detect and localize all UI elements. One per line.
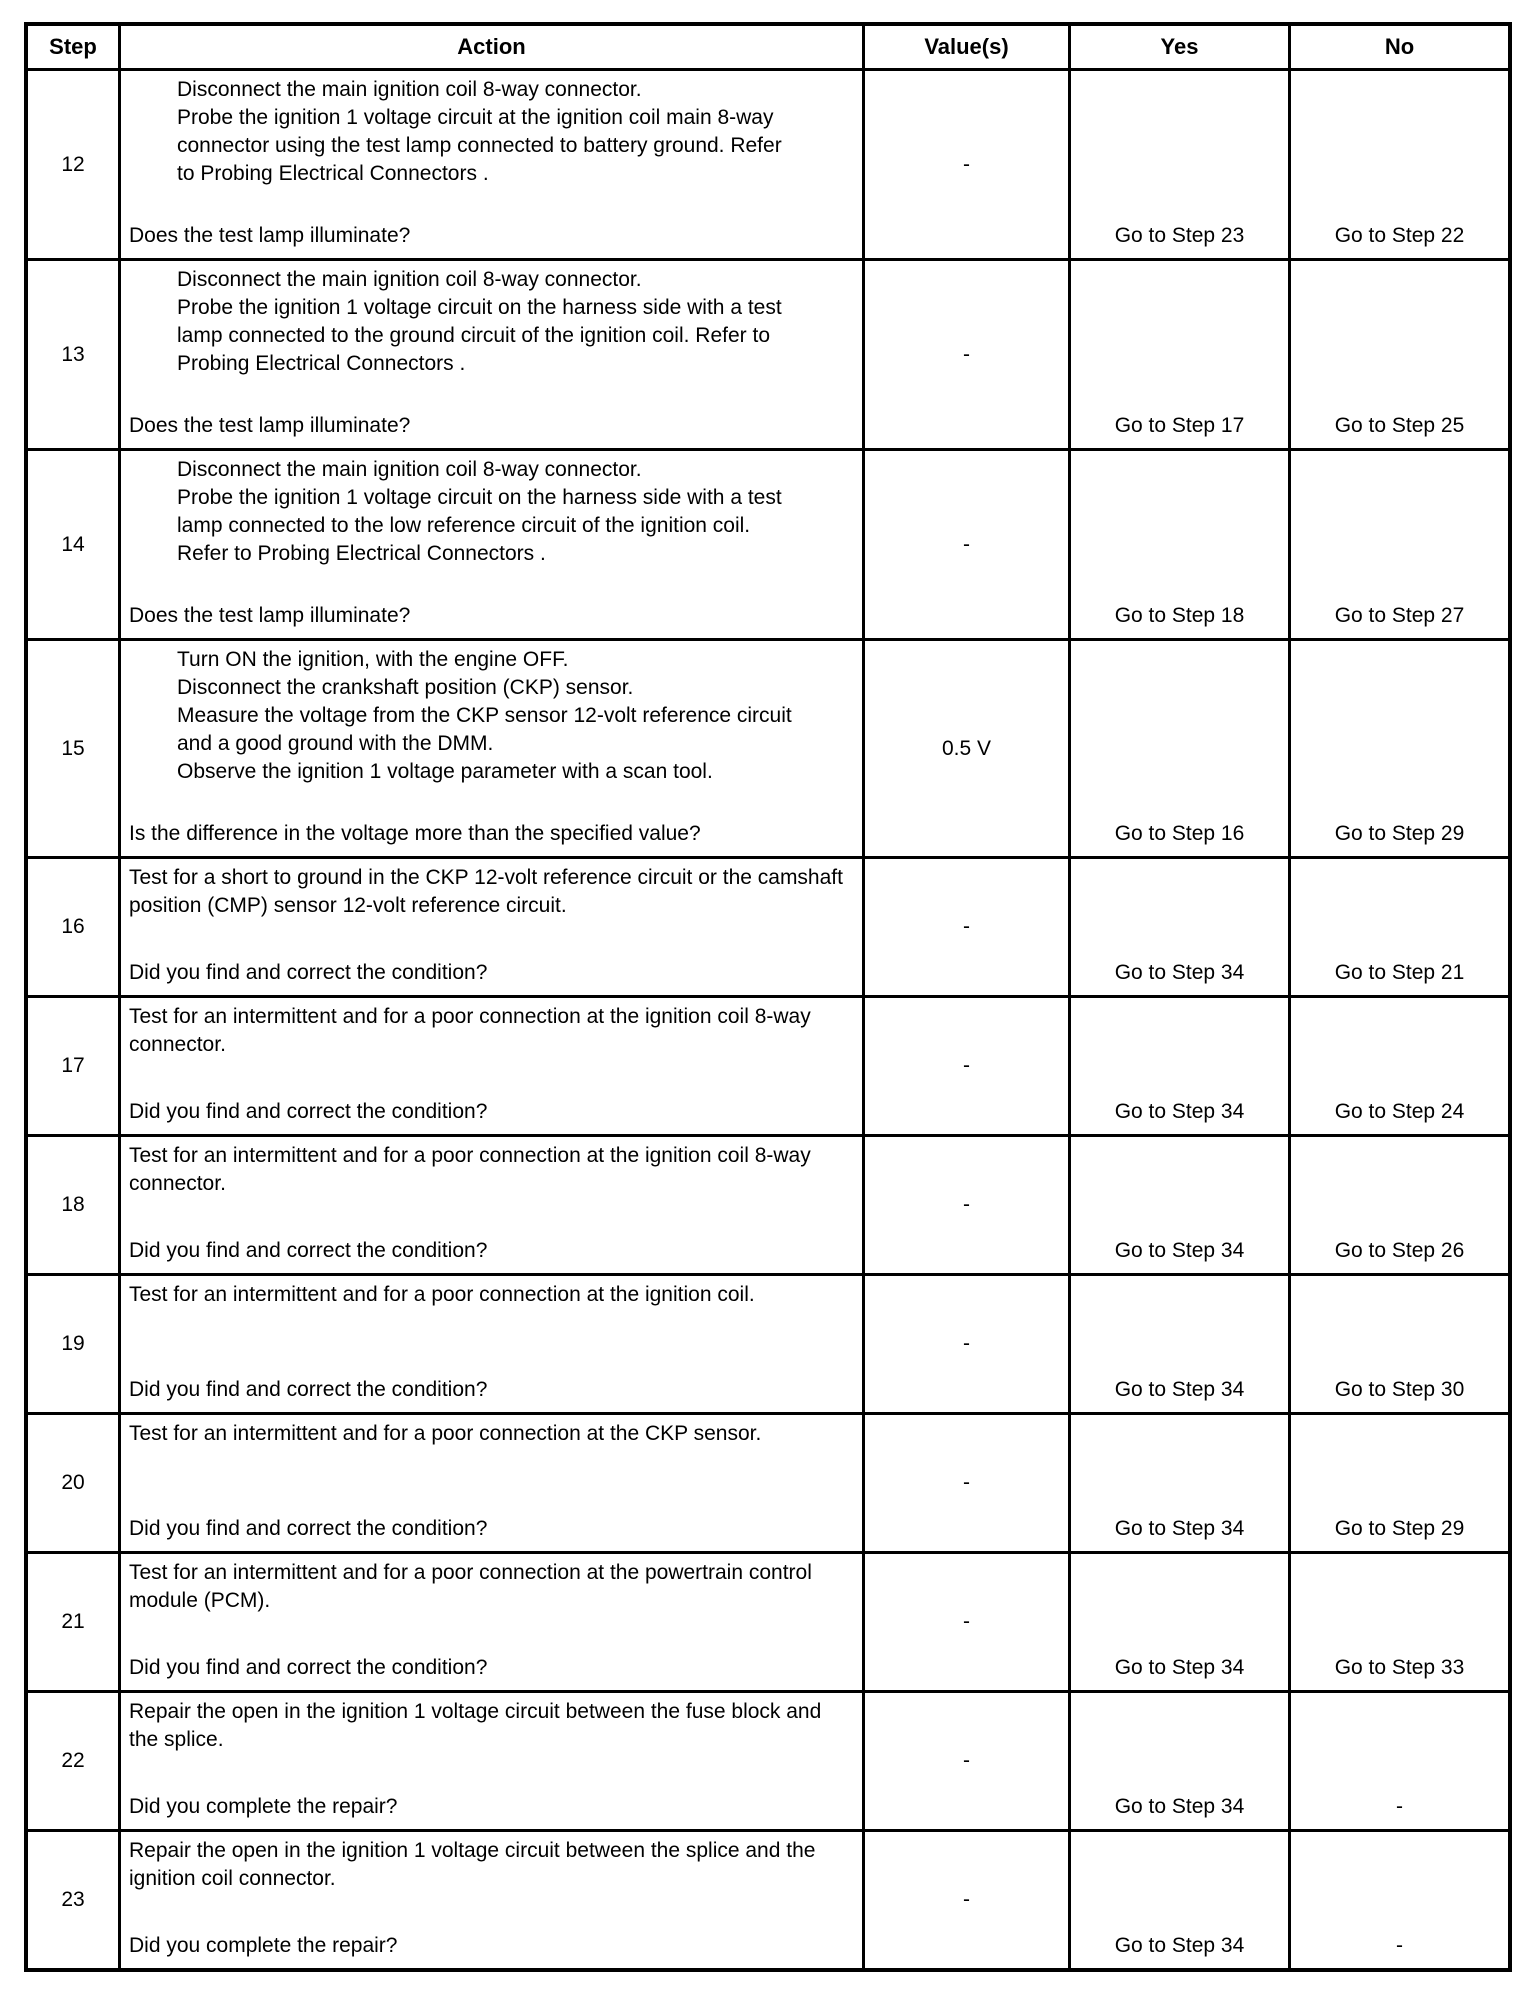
value-cell: -	[865, 1693, 1071, 1829]
value-cell: -	[865, 1137, 1071, 1273]
action-cell	[121, 998, 865, 1134]
no-cell: Go to Step 21	[1334, 961, 1465, 984]
action-cell	[121, 451, 865, 638]
question-text: Did you complete the repair?	[129, 1934, 398, 1957]
yes-cell: Go to Step 34	[1071, 1693, 1291, 1829]
action-paragraph: Repair the open in the ignition 1 voltage circuit between the splice and the ignition coil connector.	[129, 1839, 816, 1890]
action-paragraph: Disconnect the main ignition coil 8-way connector.	[177, 78, 642, 101]
no-cell: -	[1396, 1795, 1403, 1818]
table-row	[28, 1693, 1508, 1832]
action-paragraph: Probe the ignition 1 voltage circuit on the harness side with a test lamp connected to the low reference circuit of the ignition coil. Refer to Probing Electrical Connectors .	[177, 486, 782, 565]
question-text: Does the test lamp illuminate?	[129, 604, 411, 627]
step-number: 14	[28, 451, 121, 638]
question-text: Did you find and correct the condition?	[129, 1239, 488, 1262]
action-text	[177, 456, 802, 568]
value-cell: -	[865, 1276, 1071, 1412]
action-paragraph: Disconnect the crankshaft position (CKP) sensor.	[177, 676, 634, 699]
yes-cell: Go to Step 18	[1071, 451, 1291, 638]
table-row	[28, 998, 1508, 1137]
action-paragraph: Measure the voltage from the CKP sensor 12-volt reference circuit and a good ground with the DMM.	[177, 704, 792, 755]
value-cell: 0.5 V	[865, 641, 1071, 856]
table-row	[28, 1415, 1508, 1554]
yes-cell: Go to Step 34	[1071, 1832, 1291, 1968]
action-cell	[121, 1554, 865, 1690]
action-text	[177, 266, 802, 378]
no-cell: Go to Step 29	[1334, 1517, 1465, 1540]
action-paragraph: Turn ON the ignition, with the engine OFF.	[177, 648, 569, 671]
step-number: 12	[28, 71, 121, 258]
table-body	[28, 71, 1508, 1968]
action-paragraph: Test for an intermittent and for a poor connection at the ignition coil 8-way connector.	[129, 1005, 811, 1056]
header-step: Step	[28, 26, 121, 68]
step-number: 16	[28, 859, 121, 995]
step-number: 19	[28, 1276, 121, 1412]
table-row	[28, 451, 1508, 641]
step-number: 22	[28, 1693, 121, 1829]
value-cell: -	[865, 261, 1071, 448]
action-cell	[121, 641, 865, 856]
action-text	[129, 864, 854, 920]
step-number: 23	[28, 1832, 121, 1968]
header-yes: Yes	[1071, 26, 1291, 68]
action-cell	[121, 261, 865, 448]
yes-cell: Go to Step 16	[1071, 641, 1291, 856]
value-cell: -	[865, 998, 1071, 1134]
no-cell: -	[1396, 1934, 1403, 1957]
action-text	[129, 1420, 854, 1448]
yes-cell: Go to Step 34	[1071, 1137, 1291, 1273]
action-paragraph: Repair the open in the ignition 1 voltage circuit between the fuse block and the splice.	[129, 1700, 822, 1751]
table-row	[28, 859, 1508, 998]
table-header-row	[28, 26, 1508, 71]
question-text: Does the test lamp illuminate?	[129, 414, 411, 437]
action-cell	[121, 1276, 865, 1412]
question-text: Did you find and correct the condition?	[129, 961, 488, 984]
header-action: Action	[121, 26, 865, 68]
value-cell: -	[865, 451, 1071, 638]
question-text: Did you find and correct the condition?	[129, 1656, 488, 1679]
yes-cell: Go to Step 23	[1071, 71, 1291, 258]
action-paragraph: Test for a short to ground in the CKP 12-volt reference circuit or the camshaft position (CMP) sensor 12-volt reference circuit.	[129, 866, 843, 917]
no-cell: Go to Step 27	[1334, 604, 1465, 627]
action-cell	[121, 1832, 865, 1968]
yes-cell: Go to Step 34	[1071, 1276, 1291, 1412]
question-text: Does the test lamp illuminate?	[129, 224, 411, 247]
action-text	[129, 1559, 854, 1615]
table-row	[28, 1137, 1508, 1276]
no-cell: Go to Step 22	[1334, 224, 1465, 247]
no-cell: Go to Step 29	[1334, 822, 1465, 845]
action-cell	[121, 1137, 865, 1273]
action-paragraph: Test for an intermittent and for a poor connection at the ignition coil.	[129, 1283, 755, 1306]
no-cell: Go to Step 25	[1334, 414, 1465, 437]
action-cell	[121, 1693, 865, 1829]
yes-cell: Go to Step 34	[1071, 859, 1291, 995]
no-cell: Go to Step 24	[1334, 1100, 1465, 1123]
step-number: 18	[28, 1137, 121, 1273]
value-cell: -	[865, 859, 1071, 995]
no-cell: Go to Step 33	[1334, 1656, 1465, 1679]
header-no: No	[1384, 34, 1415, 59]
action-paragraph: Test for an intermittent and for a poor connection at the CKP sensor.	[129, 1422, 762, 1445]
step-number: 21	[28, 1554, 121, 1690]
action-cell	[121, 1415, 865, 1551]
action-text	[177, 76, 802, 188]
action-text	[129, 1698, 854, 1754]
action-paragraph: Test for an intermittent and for a poor connection at the ignition coil 8-way connector.	[129, 1144, 811, 1195]
question-text: Did you complete the repair?	[129, 1795, 398, 1818]
step-number: 17	[28, 998, 121, 1134]
action-text	[129, 1003, 854, 1059]
no-cell: Go to Step 30	[1334, 1378, 1465, 1401]
table-row	[28, 641, 1508, 859]
question-text: Did you find and correct the condition?	[129, 1517, 488, 1540]
value-cell: -	[865, 1554, 1071, 1690]
table-row	[28, 1276, 1508, 1415]
action-cell	[121, 859, 865, 995]
yes-cell: Go to Step 34	[1071, 1554, 1291, 1690]
yes-cell: Go to Step 34	[1071, 1415, 1291, 1551]
action-paragraph: Test for an intermittent and for a poor connection at the powertrain control module (PCM).	[129, 1561, 812, 1612]
table-row	[28, 261, 1508, 451]
action-paragraph: Observe the ignition 1 voltage parameter with a scan tool.	[177, 760, 713, 783]
action-paragraph: Probe the ignition 1 voltage circuit at the ignition coil main 8-way connector using the test lamp connected to battery ground. Refer to Probing Electrical Connectors .	[177, 106, 782, 185]
step-number: 15	[28, 641, 121, 856]
diagnostic-table	[24, 22, 1512, 1972]
value-cell: -	[865, 1415, 1071, 1551]
action-text	[129, 1142, 854, 1198]
value-cell: -	[865, 1832, 1071, 1968]
yes-cell: Go to Step 34	[1071, 998, 1291, 1134]
table-row	[28, 1554, 1508, 1693]
header-values: Value(s)	[865, 26, 1071, 68]
action-paragraph: Probe the ignition 1 voltage circuit on the harness side with a test lamp connected to the ground circuit of the ignition coil. Refer to Probing Electrical Connectors .	[177, 296, 782, 375]
question-text: Is the difference in the voltage more than the specified value?	[129, 822, 701, 845]
value-cell: -	[865, 71, 1071, 258]
table-row	[28, 71, 1508, 261]
action-text	[177, 646, 802, 786]
action-text	[129, 1837, 854, 1893]
action-paragraph: Disconnect the main ignition coil 8-way connector.	[177, 458, 642, 481]
action-paragraph: Disconnect the main ignition coil 8-way connector.	[177, 268, 642, 291]
action-text	[129, 1281, 854, 1309]
action-cell	[121, 71, 865, 258]
no-cell: Go to Step 26	[1334, 1239, 1465, 1262]
table-row	[28, 1832, 1508, 1968]
question-text: Did you find and correct the condition?	[129, 1378, 488, 1401]
step-number: 13	[28, 261, 121, 448]
yes-cell: Go to Step 17	[1071, 261, 1291, 448]
question-text: Did you find and correct the condition?	[129, 1100, 488, 1123]
step-number: 20	[28, 1415, 121, 1551]
